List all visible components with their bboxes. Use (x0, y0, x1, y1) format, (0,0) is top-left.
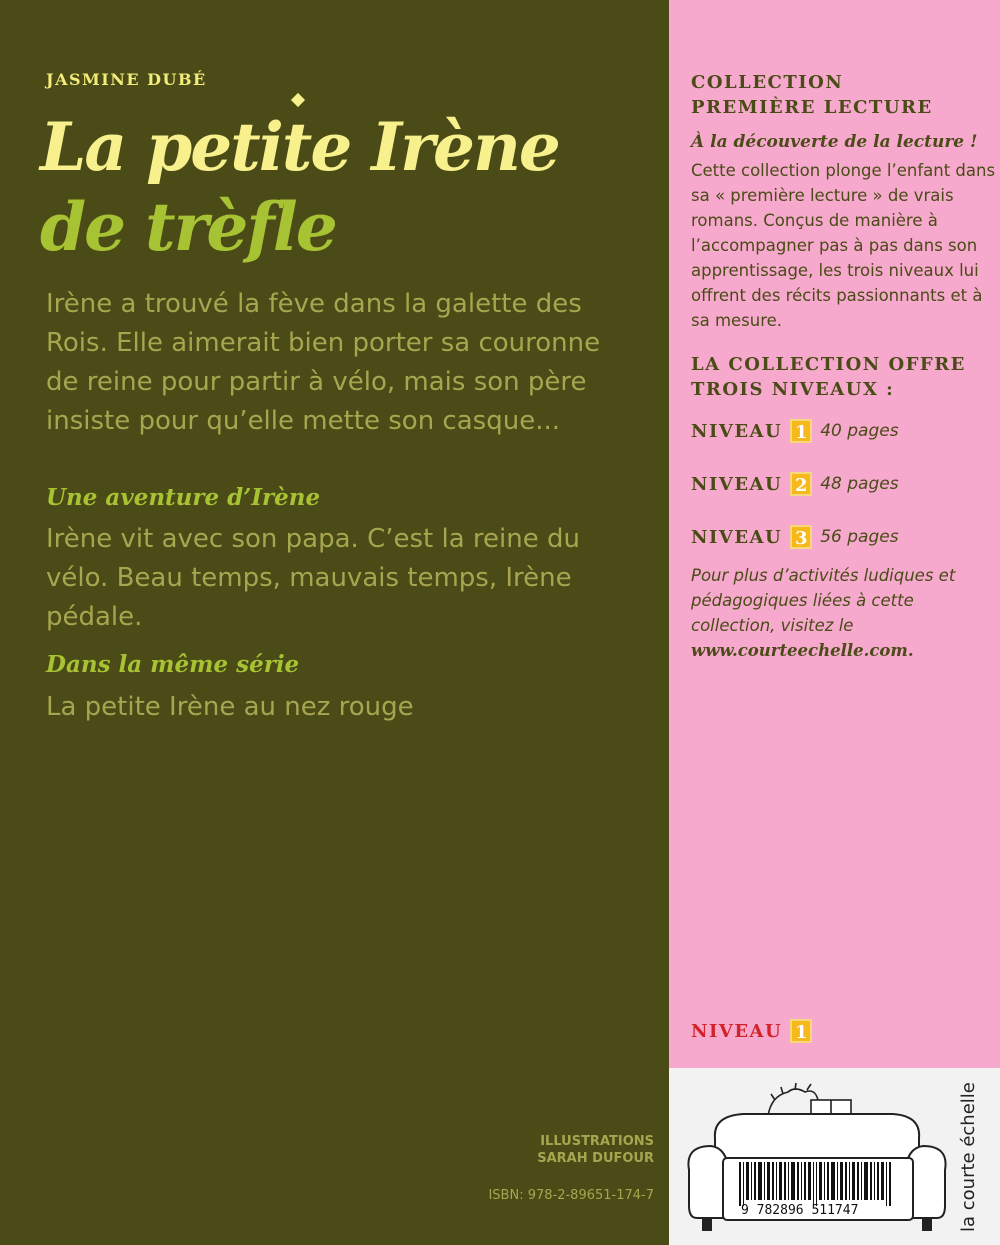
barcode-number: 9 782896 511747 (741, 1203, 859, 1218)
level-badge-1: 1 (790, 419, 812, 443)
levels-heading-line2: TROIS NIVEAUX : (691, 379, 895, 400)
collection-title (691, 70, 933, 120)
book-level-indicator (691, 1019, 820, 1043)
level-pages: 48 pages (820, 474, 899, 494)
publisher-logo: la courte échelle (958, 1082, 979, 1232)
illustration-credit (537, 1133, 654, 1167)
level-label: NIVEAU (691, 526, 783, 548)
adventure-text: Irène vit avec son papa. C’est la reine du vélo. Beau temps, mauvais temps, Irène pédale. (46, 524, 580, 632)
summary-text: Irène a trouvé la fève dans la galette des Rois. Elle aimerait bien porter sa couronne de reine pour partir à vélo, mais son père insiste pour qu’elle mette son casque... (46, 289, 601, 436)
level-pages: 56 pages (820, 527, 899, 547)
website-link[interactable]: www.courteechelle.com. (691, 641, 914, 660)
sofa-barcode-illustration (683, 1078, 953, 1238)
series-heading: Dans la même série (46, 651, 300, 678)
level-badge-2: 2 (790, 472, 812, 496)
author-name: JASMINE DUBÉ (46, 70, 207, 89)
discovery-tagline: À la découverte de la lecture ! (691, 132, 978, 152)
levels-heading-line1: LA COLLECTION OFFRE (691, 354, 966, 375)
isbn-text: ISBN: 978-2-89651-174-7 (488, 1188, 654, 1203)
levels-heading (691, 352, 966, 402)
level-pages: 40 pages (820, 421, 899, 441)
illustrations-label: ILLUSTRATIONS (540, 1134, 654, 1149)
website-promo (691, 563, 991, 663)
book-level-badge: 1 (790, 1019, 812, 1043)
collection-title-line1: COLLECTION (691, 72, 844, 93)
book-level-label: NIVEAU (691, 1020, 783, 1042)
website-promo-text: Pour plus d’activités ludiques et pédagogiques liées à cette collection, visitez le (691, 566, 956, 635)
illustrator-name: SARAH DUFOUR (537, 1151, 654, 1166)
reading-child-icon (768, 1083, 851, 1116)
series-text: La petite Irène au nez rouge (46, 692, 414, 722)
level-row-2 (691, 472, 899, 496)
book-title-line2: de trèfle (40, 188, 336, 266)
level-badge-3: 3 (790, 525, 812, 549)
collection-description: Cette collection plonge l’enfant dans sa « première lecture » de vrais romans. Conçus de manière à l’accompagner pas à pas dans son apprentissage, les trois niveaux lui offrent des récits passionnants et à sa mesure. (691, 161, 996, 330)
collection-title-line2: PREMIÈRE LECTURE (691, 97, 933, 118)
book-title-line1: La petite Irène (40, 108, 559, 186)
adventure-heading: Une aventure d’Irène (46, 484, 321, 511)
level-row-3 (691, 525, 899, 549)
level-row-1 (691, 419, 899, 443)
level-label: NIVEAU (691, 473, 783, 495)
level-label: NIVEAU (691, 420, 783, 442)
